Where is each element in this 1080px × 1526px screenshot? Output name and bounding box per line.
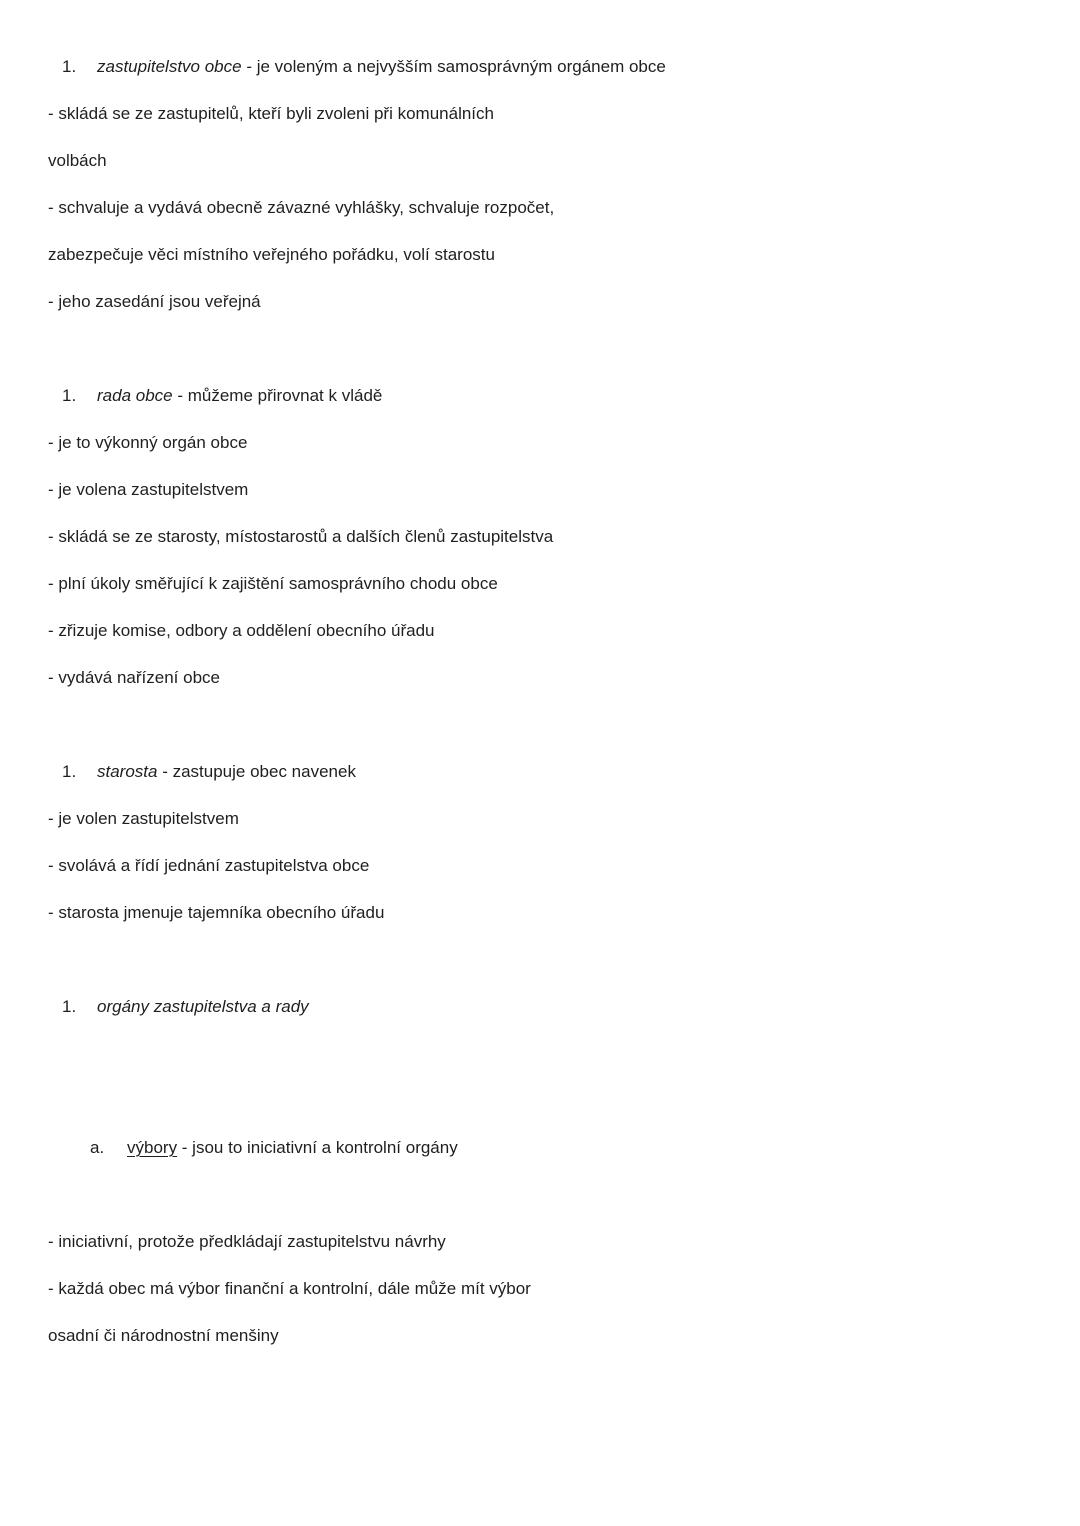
section-starosta (0, 748, 1080, 936)
list-item-heading (0, 983, 1080, 1030)
section-lines (0, 1218, 1080, 1359)
heading-rest: - můžeme přirovnat k vládě (172, 386, 383, 405)
list-item-heading (0, 372, 1080, 419)
text-line: - schvaluje a vydává obecně závazné vyhlášky, schvaluje rozpočet, (48, 198, 555, 217)
text-line: osadní či národnostní menšiny (48, 1326, 279, 1345)
list-marker: 1. (62, 997, 77, 1016)
text-line: volbách (48, 151, 107, 170)
list-marker: 1. (62, 57, 77, 76)
section-zastupitelstvo-obce (0, 43, 1080, 325)
list-term: výbory (127, 1138, 178, 1157)
text-line: - vydává nařízení obce (48, 668, 220, 687)
heading-rest: - zastupuje obec navenek (157, 762, 356, 781)
section-lines (0, 419, 1080, 701)
list-term: starosta (97, 762, 158, 781)
list-item-heading (0, 43, 1080, 90)
text-line: - každá obec má výbor finanční a kontrolní, dále může mít výbor (48, 1279, 531, 1298)
list-marker: a. (90, 1138, 105, 1157)
text-line: - je volena zastupitelstvem (48, 480, 249, 499)
list-marker: 1. (62, 386, 77, 405)
text-line: - skládá se ze zastupitelů, kteří byli zvoleni při komunálních (48, 104, 494, 123)
list-marker: 1. (62, 762, 77, 781)
text-line: zabezpečuje věci místního veřejného pořádku, volí starostu (48, 245, 495, 264)
text-line: - je to výkonný orgán obce (48, 433, 248, 452)
list-term: zastupitelstvo obce (97, 57, 242, 76)
list-item-heading (0, 1124, 1080, 1171)
section-lines (0, 90, 1080, 325)
text-line: - skládá se ze starosty, místostarostů a dalších členů zastupitelstva (48, 527, 554, 546)
text-line: - zřizuje komise, odbory a oddělení obecního úřadu (48, 621, 435, 640)
text-line: - svolává a řídí jednání zastupitelstva obce (48, 856, 370, 875)
section-rada-obce (0, 372, 1080, 701)
text-line: - plní úkoly směřující k zajištění samosprávního chodu obce (48, 574, 498, 593)
section-vybory (0, 1124, 1080, 1359)
heading-rest: - je voleným a nejvyšším samosprávným orgánem obce (241, 57, 666, 76)
list-item-heading (0, 748, 1080, 795)
heading-rest: - jsou to iniciativní a kontrolní orgány (177, 1138, 458, 1157)
text-line: - je volen zastupitelstvem (48, 809, 239, 828)
text-line: - jeho zasedání jsou veřejná (48, 292, 261, 311)
text-line: - starosta jmenuje tajemníka obecního úřadu (48, 903, 385, 922)
section-lines (0, 795, 1080, 936)
list-term: rada obce (97, 386, 173, 405)
list-term: orgány zastupitelstva a rady (97, 997, 309, 1016)
text-line: - iniciativní, protože předkládají zastupitelstvu návrhy (48, 1232, 446, 1251)
section-organy-zastupitelstva (0, 983, 1080, 1030)
